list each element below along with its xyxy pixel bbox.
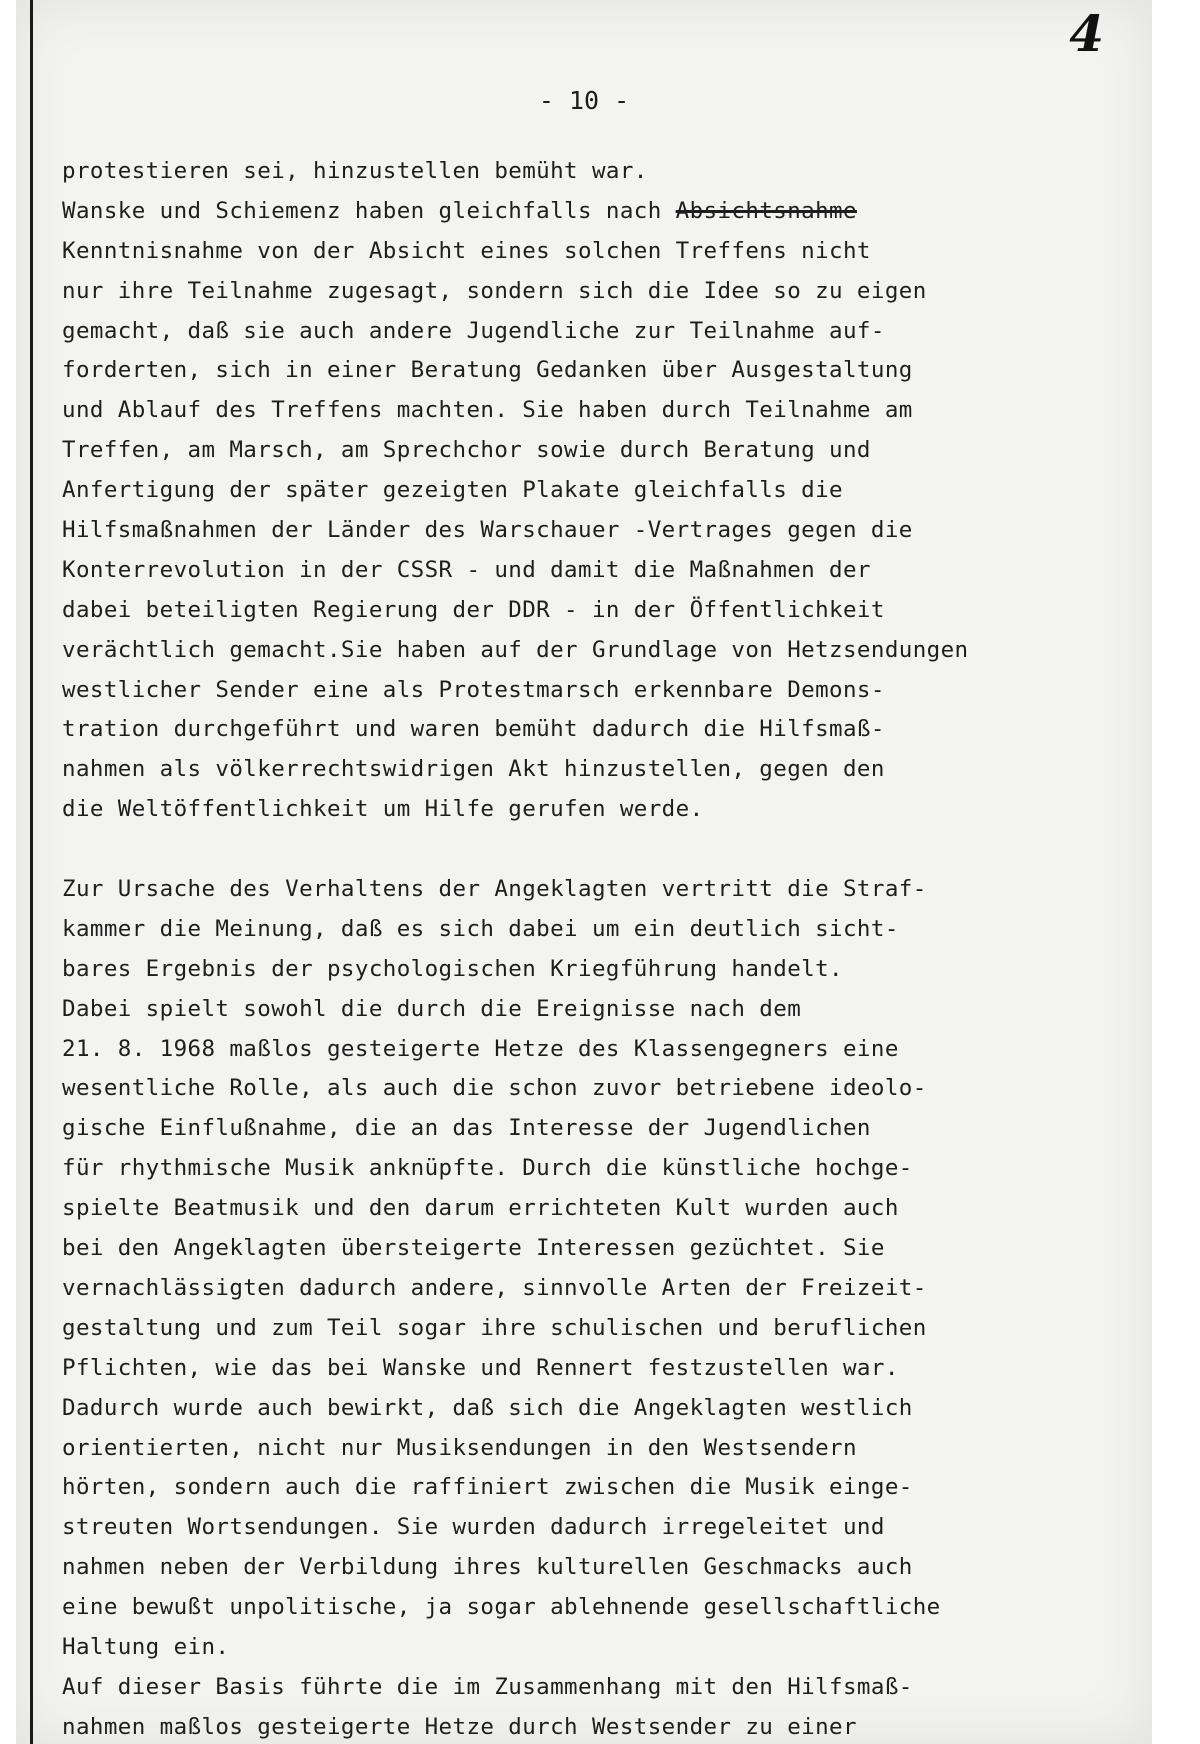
text-line (62, 1588, 1122, 1628)
text-line (62, 272, 1122, 312)
line-text: Dadurch wurde auch bewirkt, daß sich die Angeklagten westlich (62, 1394, 913, 1421)
text-line (62, 1309, 1122, 1349)
line-text: wesentliche Rolle, als auch die schon zuvor betriebene ideolo- (62, 1075, 927, 1102)
paragraph-gap (62, 830, 1122, 870)
text-line (62, 591, 1122, 631)
text-line (62, 1189, 1122, 1229)
line-text: tration durchgeführt und waren bemüht dadurch die Hilfsmaß- (62, 716, 885, 743)
line-text: verächtlich gemacht.Sie haben auf der Grundlage von Hetzsendungen (62, 636, 969, 663)
line-text: streuten Wortsendungen. Sie wurden dadurch irregeleitet und (62, 1514, 885, 1541)
line-text: Zur Ursache des Verhaltens der Angeklagten vertritt die Straf- (62, 876, 927, 903)
line-text: für rhythmische Musik anknüpfte. Durch die künstliche hochge- (62, 1155, 913, 1182)
line-text: Konterrevolution in der CSSR - und damit die Maßnahmen der (62, 556, 871, 583)
text-line (62, 870, 1122, 910)
line-text: protestieren sei, hinzustellen bemüht war. (62, 158, 648, 184)
line-text: und Ablauf des Treffens machten. Sie haben durch Teilnahme am (62, 397, 913, 424)
line-text: westlicher Sender eine als Protestmarsch erkennbare Demons- (62, 676, 885, 703)
text-line (62, 351, 1122, 391)
text-line (62, 471, 1122, 511)
document-page (16, 0, 1152, 1744)
line-text: gische Einflußnahme, die an das Interesse der Jugendlichen (62, 1115, 871, 1142)
line-text: dabei beteiligten Regierung der DDR - in der Öffentlichkeit (62, 596, 885, 623)
text-line (62, 312, 1122, 352)
line-text: nahmen maßlos gesteigerte Hetze durch Westsender zu einer (62, 1713, 857, 1740)
text-line (62, 1229, 1122, 1269)
text-line (62, 710, 1122, 750)
text-line (62, 1149, 1122, 1189)
text-line (62, 1548, 1122, 1588)
text-line (62, 391, 1122, 431)
text-line (62, 232, 1122, 272)
text-line (62, 192, 1122, 232)
line-text: nur ihre Teilnahme zugesagt, sondern sich die Idee so zu eigen (62, 277, 927, 304)
text-line (62, 511, 1122, 551)
text-line (62, 551, 1122, 591)
line-text: Treffen, am Marsch, am Sprechchor sowie durch Beratung und (62, 437, 871, 464)
text-line (62, 910, 1122, 950)
page-number: - 10 - (538, 86, 630, 115)
text-line (62, 1349, 1122, 1389)
text-line (62, 1668, 1122, 1708)
line-text: Anfertigung der später gezeigten Plakate gleichfalls die (62, 477, 843, 504)
text-line (62, 750, 1122, 790)
text-line (62, 631, 1122, 671)
text-line (62, 1508, 1122, 1548)
line-text: Wanske und Schiemenz haben gleichfalls nach (62, 197, 676, 224)
text-line (62, 1628, 1122, 1668)
binding-edge-line (30, 0, 33, 1744)
line-text: nahmen neben der Verbildung ihres kulturellen Geschmacks auch (62, 1554, 913, 1581)
text-line (62, 790, 1122, 830)
line-text: 21. 8. 1968 maßlos gesteigerte Hetze des Klassengegners eine (62, 1035, 899, 1062)
line-text: gestaltung und zum Teil sogar ihre schulischen und beruflichen (62, 1314, 927, 1341)
line-text: eine bewußt unpolitische, ja sogar ablehnende gesellschaftliche (62, 1594, 941, 1621)
text-line (62, 671, 1122, 711)
line-text: Kenntnisnahme von der Absicht eines solchen Treffens nicht (62, 237, 871, 264)
typewritten-body-text (62, 152, 1122, 1744)
line-text: spielte Beatmusik und den darum errichteten Kult wurden auch (62, 1195, 899, 1222)
line-text: bei den Angeklagten übersteigerte Interessen gezüchtet. Sie (62, 1235, 885, 1262)
line-text: Hilfsmaßnahmen der Länder des Warschauer -Vertrages gegen die (62, 517, 913, 544)
line-text: Haltung ein. (62, 1633, 230, 1660)
line-text: nahmen als völkerrechtswidrigen Akt hinzustellen, gegen den (62, 756, 885, 783)
struck-out-word: Absichtsnahme (675, 197, 857, 224)
line-text: kammer die Meinung, daß es sich dabei um ein deutlich sicht- (62, 915, 899, 942)
text-line (62, 1030, 1122, 1070)
line-text: vernachlässigten dadurch andere, sinnvolle Arten der Freizeit- (62, 1274, 927, 1301)
line-text: die Weltöffentlichkeit um Hilfe gerufen werde. (62, 796, 704, 823)
text-line (62, 1468, 1122, 1508)
line-text: Dabei spielt sowohl die durch die Ereignisse nach dem (62, 995, 802, 1022)
text-line (62, 1708, 1122, 1744)
handwritten-page-mark: 4 (1069, 4, 1104, 63)
text-line (62, 1389, 1122, 1429)
line-text: hörten, sondern auch die raffiniert zwischen die Musik einge- (62, 1474, 913, 1501)
line-text: orientierten, nicht nur Musiksendungen in den Westsendern (62, 1434, 857, 1461)
line-text: Auf dieser Basis führte die im Zusammenhang mit den Hilfsmaß- (62, 1673, 913, 1700)
text-line (62, 990, 1122, 1030)
text-line (62, 1269, 1122, 1309)
text-line (62, 1429, 1122, 1469)
text-line (62, 950, 1122, 990)
text-line (62, 1109, 1122, 1149)
line-text: Pflichten, wie das bei Wanske und Rennert festzustellen war. (62, 1354, 899, 1381)
text-line (62, 152, 1122, 192)
line-text: forderten, sich in einer Beratung Gedanken über Ausgestaltung (62, 357, 913, 384)
line-text: gemacht, daß sie auch andere Jugendliche zur Teilnahme auf- (62, 317, 885, 344)
text-line (62, 1069, 1122, 1109)
text-line (62, 431, 1122, 471)
line-text: bares Ergebnis der psychologischen Kriegführung handelt. (62, 955, 843, 982)
